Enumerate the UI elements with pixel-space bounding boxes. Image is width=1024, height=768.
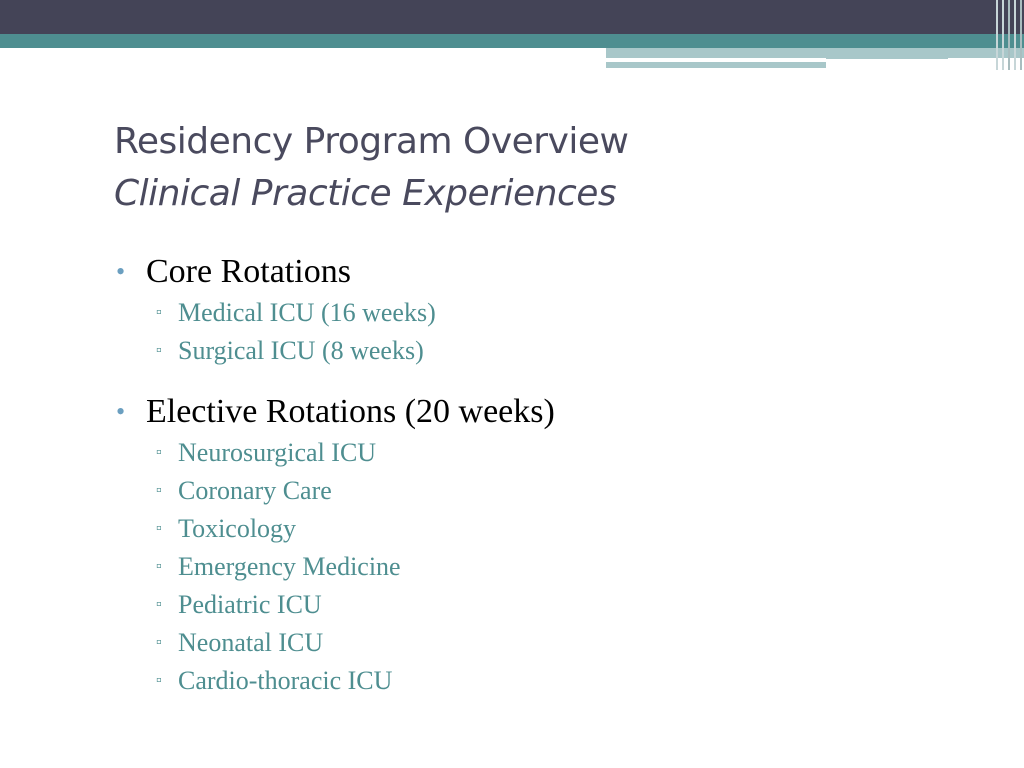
square-bullet-icon: ▫ [156,342,162,359]
square-bullet-icon: ▫ [156,304,162,321]
slide-body [116,250,996,720]
sub-bullet-item [116,662,996,700]
square-bullet-icon: ▫ [156,596,162,613]
sub-bullet-item [116,510,996,548]
header-dark-bar [0,0,1024,34]
square-bullet-icon: ▫ [156,520,162,537]
sub-bullet-item [116,548,996,586]
stripe [1008,0,1010,70]
sub-bullet-text: Cardio-thoracic ICU [178,666,393,695]
header-teal-bar [0,34,1024,48]
sub-bullet-item [116,434,996,472]
sub-bullet-list [116,434,996,700]
square-bullet-icon: ▫ [156,558,162,575]
sub-bullet-text: Neurosurgical ICU [178,438,377,467]
slide-subtitle: Clinical Practice Experiences [114,173,617,214]
sub-bullet-item [116,294,996,332]
sub-bullet-text: Emergency Medicine [178,552,401,581]
header-accent-bar [606,48,1024,58]
header-accent-bar-short [606,62,826,68]
section-core-rotations [116,250,996,370]
slide-title: Residency Program Overview [114,121,629,162]
section-heading: Elective Rotations (20 weeks) [146,393,555,430]
bullet-dot-icon: • [116,257,126,286]
sub-bullet-item [116,332,996,370]
sub-bullet-text: Neonatal ICU [178,628,324,657]
square-bullet-icon: ▫ [156,444,162,461]
sub-bullet-item [116,624,996,662]
square-bullet-icon: ▫ [156,634,162,651]
section-elective-rotations [116,390,996,700]
sub-bullet-text: Pediatric ICU [178,590,322,619]
bullet-item-level1 [116,250,996,294]
sub-bullet-text: Coronary Care [178,476,332,505]
stripe [1020,0,1022,70]
sub-bullet-text: Medical ICU (16 weeks) [178,298,436,327]
header-accent-line [826,56,948,59]
section-heading: Core Rotations [146,253,351,290]
stripe [1002,0,1004,70]
stripe [996,0,998,70]
square-bullet-icon: ▫ [156,482,162,499]
bullet-dot-icon: • [116,397,126,426]
sub-bullet-text: Surgical ICU (8 weeks) [178,336,424,365]
stripe [1014,0,1016,70]
slide-title-block [114,116,974,220]
corner-stripes [994,0,1024,70]
sub-bullet-list [116,294,996,370]
sub-bullet-item [116,472,996,510]
square-bullet-icon: ▫ [156,672,162,689]
sub-bullet-text: Toxicology [178,514,297,543]
sub-bullet-item [116,586,996,624]
bullet-item-level1 [116,390,996,434]
